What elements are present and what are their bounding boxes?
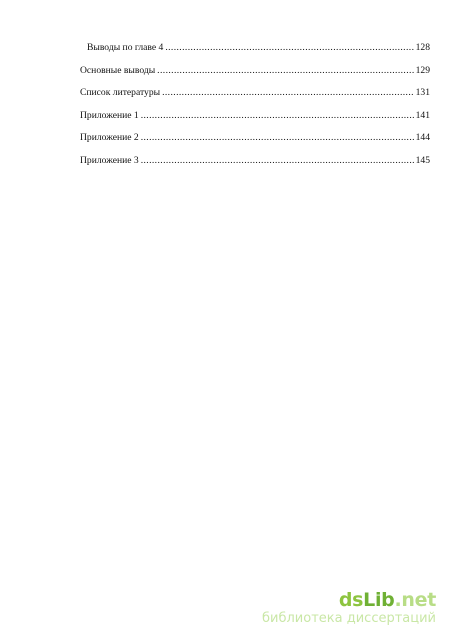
table-of-contents (80, 42, 430, 177)
watermark-tagline: библиотека диссертаций (262, 611, 436, 626)
toc-entry-label: Список литературы (80, 87, 161, 98)
toc-entry-label: Приложение 2 (80, 132, 139, 143)
toc-entry-appendix-3 (80, 155, 430, 178)
dslib-logo (262, 590, 436, 610)
toc-entry-label: Приложение 3 (80, 154, 139, 166)
toc-entry-chapter-4-conclusions (80, 42, 430, 65)
logo-net-text: .net (394, 589, 436, 611)
toc-entry-main-conclusions (80, 65, 430, 88)
toc-dot-leader (162, 87, 414, 99)
toc-page-number: 141 (415, 109, 430, 121)
toc-dot-leader (141, 155, 414, 167)
toc-entry-label: Основные выводы (80, 64, 156, 76)
logo-lib-text: Lib (363, 589, 395, 611)
dslib-watermark (262, 590, 436, 626)
toc-page-number: 144 (415, 132, 430, 143)
toc-entry-appendix-2 (80, 132, 430, 155)
toc-page-number: 131 (415, 87, 430, 98)
logo-ds-text: ds (338, 589, 364, 611)
toc-dot-leader (157, 65, 413, 77)
toc-dot-leader (165, 42, 413, 54)
toc-entry-appendix-1 (80, 110, 430, 133)
toc-entry-label: Выводы по главе 4 (87, 42, 164, 53)
toc-entry-references (80, 87, 430, 110)
toc-entry-label: Приложение 1 (80, 109, 139, 121)
toc-page-number: 129 (415, 64, 430, 76)
toc-dot-leader (141, 110, 414, 122)
toc-page-number: 128 (415, 42, 430, 53)
toc-page-number: 145 (415, 154, 430, 166)
toc-dot-leader (141, 132, 414, 144)
